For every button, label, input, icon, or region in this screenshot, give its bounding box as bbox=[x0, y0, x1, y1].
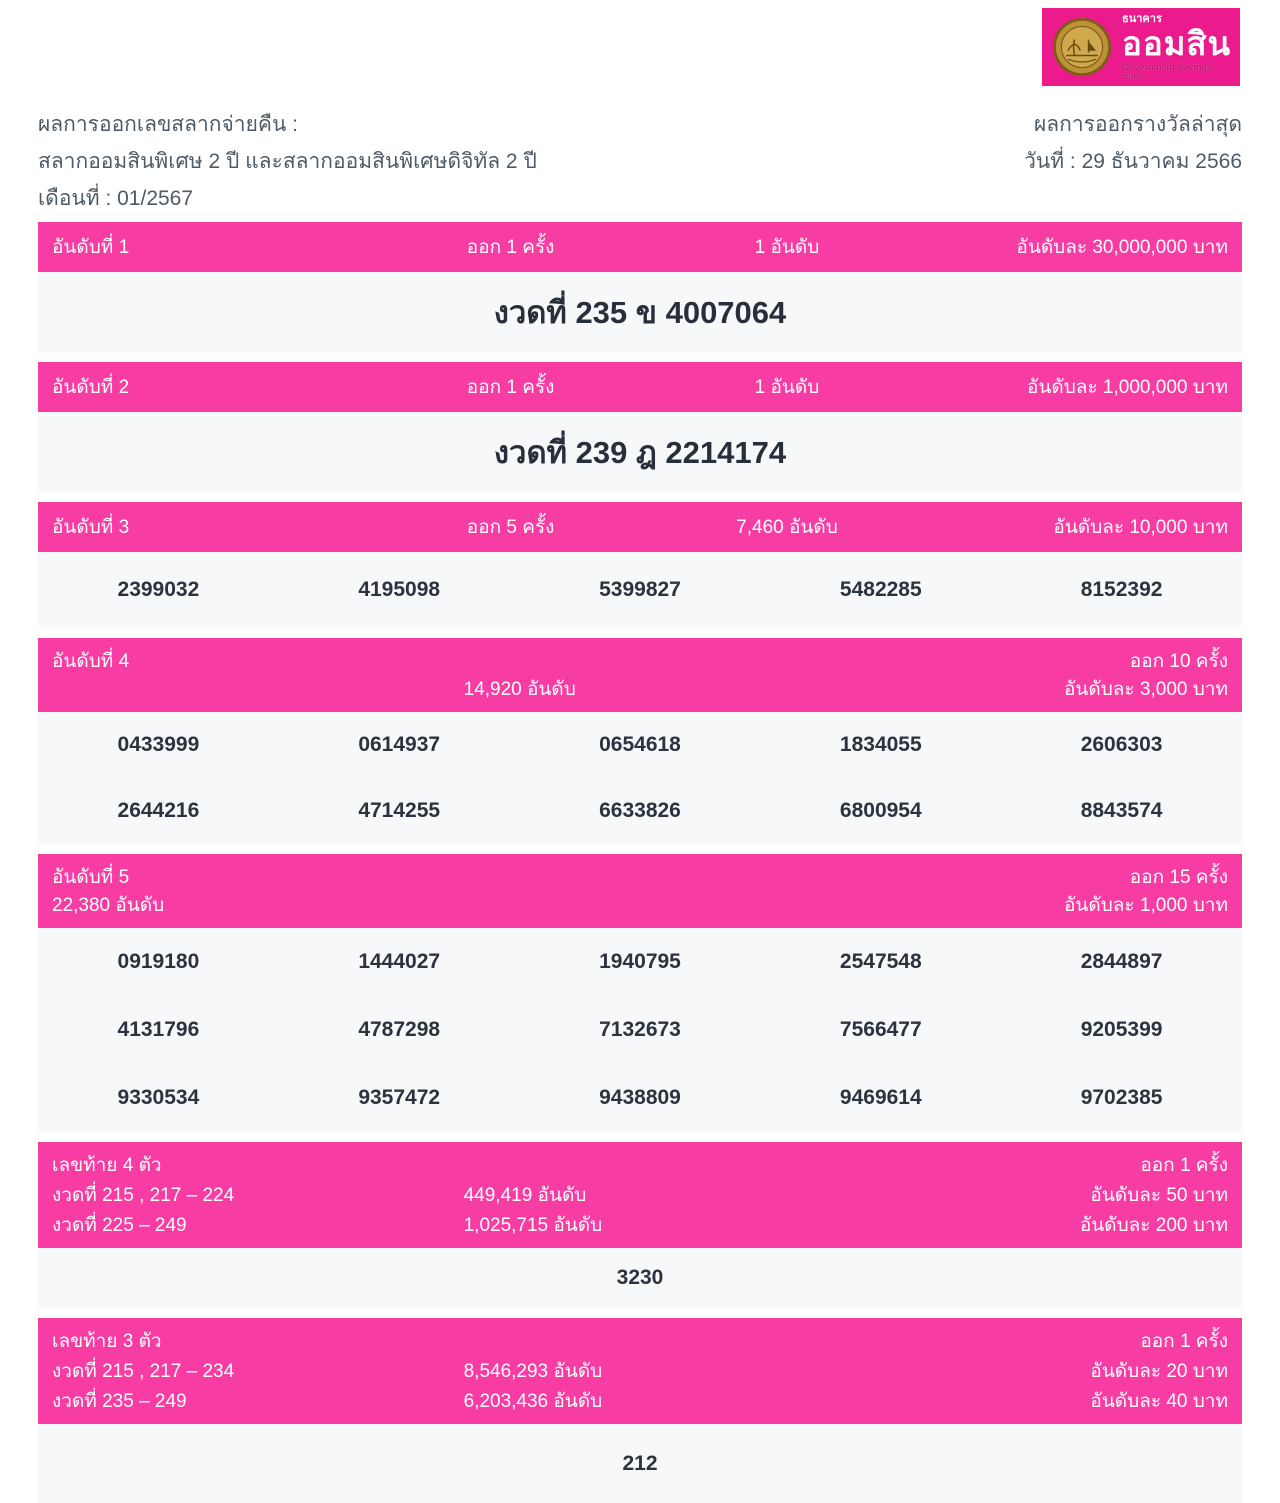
rank-prize: อันดับละ 50 บาท bbox=[1090, 1185, 1228, 1206]
bank-logo-text bbox=[1122, 14, 1231, 81]
rank2-section bbox=[38, 362, 1242, 492]
winning-number: 2844897 bbox=[1080, 950, 1163, 973]
rank1-section bbox=[38, 222, 1242, 352]
page-header bbox=[38, 106, 1242, 217]
rank1-header-bar bbox=[38, 222, 1242, 272]
last3-section bbox=[38, 1318, 1242, 1503]
winning-number: งวดที่ 235 ข 4007064 bbox=[493, 295, 787, 330]
winning-number: 9702385 bbox=[1080, 1086, 1163, 1109]
draw-period: งวดที่ 225 – 249 bbox=[52, 1215, 187, 1236]
latest-draw-block bbox=[1024, 106, 1242, 217]
bar-row bbox=[52, 891, 1228, 919]
winning-number: 1834055 bbox=[839, 733, 922, 756]
number-row bbox=[38, 928, 1242, 996]
bank-name-english: Government Savings Bank bbox=[1122, 61, 1213, 81]
winning-number: 0919180 bbox=[117, 950, 200, 973]
bank-emblem-icon bbox=[1052, 17, 1112, 77]
prize-type-title: เลขท้าย 4 ตัว bbox=[52, 1155, 162, 1176]
number-row bbox=[38, 552, 1242, 628]
rank2-header-bar bbox=[38, 362, 1242, 412]
bar-row bbox=[52, 1210, 1228, 1240]
winning-number: 0654618 bbox=[599, 733, 681, 756]
winning-number: 6800954 bbox=[839, 799, 922, 822]
rank-count: 22,380 อันดับ bbox=[52, 895, 165, 916]
rank-count: 1,025,715 อันดับ bbox=[463, 1215, 603, 1236]
draw-period: งวดที่ 215 , 217 – 224 bbox=[52, 1185, 235, 1206]
winning-number: 9205399 bbox=[1080, 1018, 1163, 1041]
winning-number: 4131796 bbox=[117, 1018, 200, 1041]
winning-number: 9330534 bbox=[117, 1086, 200, 1109]
result-title-block bbox=[38, 106, 537, 217]
rank3-header-bar bbox=[38, 502, 1242, 552]
rank-count: 1 อันดับ bbox=[754, 377, 820, 398]
winning-number: 7566477 bbox=[839, 1018, 922, 1041]
winning-number: 5482285 bbox=[839, 578, 922, 601]
rank-title: อันดับที่ 5 bbox=[52, 867, 130, 888]
rank-prize: อันดับละ 1,000 บาท bbox=[1063, 895, 1228, 916]
rank4-numbers-panel bbox=[38, 712, 1242, 844]
bar-row bbox=[52, 1150, 1228, 1180]
latest-draw-date: วันที่ : 29 ธันวาคม 2566 bbox=[1024, 150, 1242, 173]
number-row bbox=[38, 996, 1242, 1064]
draw-period: งวดที่ 215 , 217 – 234 bbox=[52, 1361, 235, 1382]
rank1-winner-panel bbox=[38, 272, 1242, 352]
rank5-section bbox=[38, 854, 1242, 1132]
rank-count: 449,419 อันดับ bbox=[463, 1185, 587, 1206]
rank-count: 14,920 อันดับ bbox=[463, 679, 576, 700]
rank4-section bbox=[38, 638, 1242, 844]
last3-header-bar bbox=[38, 1318, 1242, 1424]
rank-count: 1 อันดับ bbox=[754, 237, 820, 258]
rank-prize: อันดับละ 10,000 บาท bbox=[1053, 517, 1228, 538]
last4-section bbox=[38, 1142, 1242, 1308]
draw-period: งวดที่ 235 – 249 bbox=[52, 1391, 187, 1412]
bar-row bbox=[52, 647, 1228, 675]
bar-row bbox=[52, 1326, 1228, 1356]
bar-row bbox=[52, 863, 1228, 891]
rank-draws: ออก 1 ครั้ง bbox=[1140, 1331, 1228, 1352]
winning-number: 8843574 bbox=[1080, 799, 1163, 822]
winning-number: 9357472 bbox=[358, 1086, 441, 1109]
result-month: เดือนที่ : 01/2567 bbox=[38, 187, 194, 210]
rank-prize: อันดับละ 40 บาท bbox=[1090, 1391, 1228, 1412]
result-title-line1: ผลการออกเลขสลากจ่ายคืน : bbox=[38, 113, 298, 136]
winning-number: 4195098 bbox=[358, 578, 441, 601]
rank-title: อันดับที่ 1 bbox=[52, 237, 130, 258]
winning-number: 9438809 bbox=[599, 1086, 681, 1109]
rank3-section bbox=[38, 502, 1242, 628]
last4-winner-panel bbox=[38, 1248, 1242, 1308]
rank5-header-bar bbox=[38, 854, 1242, 928]
rank-prize: อันดับละ 3,000 บาท bbox=[1063, 679, 1228, 700]
winning-number: 4714255 bbox=[358, 799, 441, 822]
rank-title: อันดับที่ 4 bbox=[52, 651, 130, 672]
result-title-line2: สลากออมสินพิเศษ 2 ปี และสลากออมสินพิเศษดิจิทัล 2 ปี bbox=[38, 150, 537, 173]
rank3-numbers-panel bbox=[38, 552, 1242, 628]
winning-number: 6633826 bbox=[599, 799, 681, 822]
winning-number: 2606303 bbox=[1080, 733, 1163, 756]
number-row bbox=[38, 778, 1242, 844]
rank-title: อันดับที่ 2 bbox=[52, 377, 130, 398]
winning-number: 1444027 bbox=[358, 950, 441, 973]
rank-draws: ออก 15 ครั้ง bbox=[1129, 867, 1228, 888]
winning-number: 2399032 bbox=[117, 578, 200, 601]
rank-draws: ออก 5 ครั้ง bbox=[466, 517, 555, 538]
rank2-winner-panel bbox=[38, 412, 1242, 492]
prize-type-title: เลขท้าย 3 ตัว bbox=[52, 1331, 162, 1352]
rank-count: 6,203,436 อันดับ bbox=[463, 1391, 603, 1412]
bar-row bbox=[52, 1356, 1228, 1386]
winning-number: 0614937 bbox=[358, 733, 441, 756]
winning-number: 3230 bbox=[616, 1266, 664, 1289]
rank-draws: ออก 10 ครั้ง bbox=[1129, 651, 1228, 672]
bank-name-thai: ออมสิน bbox=[1122, 24, 1232, 62]
bank-name-prefix: ธนาคาร bbox=[1122, 12, 1162, 25]
winning-number: 5399827 bbox=[599, 578, 681, 601]
winning-number: 8152392 bbox=[1080, 578, 1163, 601]
rank-count: 7,460 อันดับ bbox=[736, 517, 838, 538]
number-row bbox=[38, 1064, 1242, 1132]
rank-title: อันดับที่ 3 bbox=[52, 517, 130, 538]
rank-count: 8,546,293 อันดับ bbox=[463, 1361, 603, 1382]
winning-number: 4787298 bbox=[358, 1018, 441, 1041]
rank-prize: อันดับละ 20 บาท bbox=[1090, 1361, 1228, 1382]
winning-number: 212 bbox=[622, 1452, 658, 1475]
bar-row bbox=[52, 1386, 1228, 1416]
rank-prize: อันดับละ 30,000,000 บาท bbox=[1016, 237, 1228, 258]
rank-draws: ออก 1 ครั้ง bbox=[1140, 1155, 1228, 1176]
bar-row bbox=[52, 675, 1228, 703]
rank-prize: อันดับละ 200 บาท bbox=[1079, 1215, 1228, 1236]
number-row bbox=[38, 712, 1242, 778]
latest-draw-label: ผลการออกรางวัลล่าสุด bbox=[1033, 113, 1242, 136]
bar-row bbox=[52, 1180, 1228, 1210]
last3-winner-panel bbox=[38, 1424, 1242, 1503]
winning-number: งวดที่ 239 ฎ 2214174 bbox=[493, 435, 787, 470]
winning-number: 2644216 bbox=[117, 799, 200, 822]
rank4-header-bar bbox=[38, 638, 1242, 712]
winning-number: 1940795 bbox=[599, 950, 681, 973]
rank-draws: ออก 1 ครั้ง bbox=[466, 237, 555, 258]
winning-number: 2547548 bbox=[839, 950, 922, 973]
last4-header-bar bbox=[38, 1142, 1242, 1248]
winning-number: 0433999 bbox=[117, 733, 200, 756]
winning-number: 9469614 bbox=[839, 1086, 922, 1109]
winning-number: 7132673 bbox=[599, 1018, 681, 1041]
rank5-numbers-panel bbox=[38, 928, 1242, 1132]
bank-logo bbox=[1042, 8, 1240, 86]
rank-prize: อันดับละ 1,000,000 บาท bbox=[1027, 377, 1228, 398]
rank-draws: ออก 1 ครั้ง bbox=[466, 377, 555, 398]
